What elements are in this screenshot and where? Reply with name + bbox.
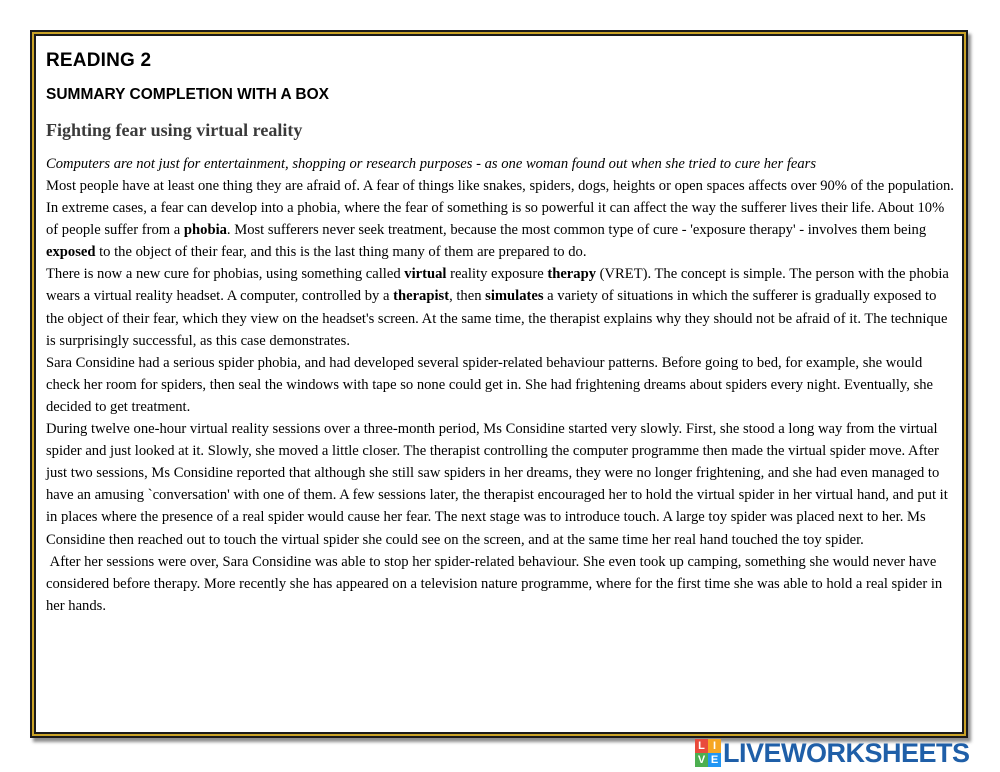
article-title: Fighting fear using virtual reality <box>46 120 303 140</box>
reading-heading: READING 2 <box>46 50 152 71</box>
paragraph-3: Sara Considine had a serious spider phobia, and had developed several spider-related behaviour patterns. Before going to bed, for example, she would check her room for spiders, then seal the windows with tape so none could get in. She had frightening dreams about spiders every night. Eventually, she decided to get treatment. <box>46 354 934 415</box>
liveworksheets-logo-text: LIVEWORKSHEETS <box>723 737 970 768</box>
keyword-virtual: virtual <box>404 266 447 283</box>
paragraph-2 <box>46 263 954 351</box>
worksheet-content <box>46 46 954 617</box>
paragraph-2-text-c: reality exposure <box>446 266 548 283</box>
keyword-therapy: therapy <box>547 266 596 283</box>
paragraph-2-text-f: a variety of situations in which the sufferer is gradually exposed to the object of their fear, which they view on the headset's screen. At the same time, the therapist explains why they should not be afraid of it. The technique is surprisingly successful, as this case demonstrates. <box>46 288 948 349</box>
paragraph-2-text-d: (VRET). The concept is simple. The person with the phobia wears a virtual reality headset. A computer, controlled by a <box>46 266 949 305</box>
logo-letter-v: V <box>695 753 708 767</box>
paragraph-1-text-c: . Most sufferers never seek treatment, because the most common type of cure - 'exposure therapy' - involves them being <box>226 222 927 239</box>
paragraph-2-text-e: , then <box>449 288 486 305</box>
paragraph-5: After her sessions were over, Sara Considine was able to stop her spider-related behaviour. She even took up camping, something she would never have considered before therapy. More recently she has appeared on a television nature programme, where for the first time she was able to hold a real spider in her hands. <box>46 553 946 614</box>
liveworksheets-logo[interactable] <box>695 738 970 768</box>
keyword-therapist: therapist <box>393 288 450 305</box>
logo-letter-e: E <box>708 753 721 767</box>
logo-letter-l: L <box>695 739 708 753</box>
keyword-exposed: exposed <box>46 244 96 261</box>
paragraph-4: During twelve one-hour virtual reality sessions over a three-month period, Ms Considine started very slowly. First, she stood a long way from the virtual spider and just looked at it. Slowly, she moved a little closer. The therapist controlling the computer programme then made the virtual spider move. After just two sessions, Ms Considine reported that although she still saw spiders in her dreams, they were no longer frightening, and she had even managed to have an amusing `conversation' with one of them. A few sessions later, the therapist encouraged her to hold the virtual spider in her virtual hand, and put it in places where the presence of a real spider would cause her fear. The next stage was to introduce touch. A large toy spider was placed next to her. Ms Considine then reached out to touch the virtual spider she could see on the screen, and at the same time her real hand touched the toy spider. <box>46 421 948 548</box>
paragraph-1 <box>46 175 954 263</box>
keyword-simulates: simulates <box>485 288 544 305</box>
paragraph-1-text-d: to the object of their fear, and this is the last thing many of them are prepared to do. <box>95 244 587 261</box>
article-intro: Computers are not just for entertainment, shopping or research purposes - as one woman found out when she tried to cure her fears <box>46 156 817 172</box>
logo-letter-i: I <box>708 739 721 753</box>
paragraph-2-text-a: There is now a new cure for phobias, using something called <box>46 266 405 283</box>
liveworksheets-logo-icon <box>695 739 721 767</box>
keyword-phobia: phobia <box>183 222 227 239</box>
worksheet-frame <box>34 34 964 734</box>
paragraph-1-text-a: Most people have at least one thing they are afraid of. A fear of things like snakes, spiders, dogs, heights or open spaces affects over 90% of the population. In extreme cases, a fear can develop into a phobia, where the fear of something is so powerful it can affect the way the sufferer lives their life. About 10% of people suffer from a <box>46 178 954 239</box>
task-heading: SUMMARY COMPLETION WITH A BOX <box>46 86 330 103</box>
